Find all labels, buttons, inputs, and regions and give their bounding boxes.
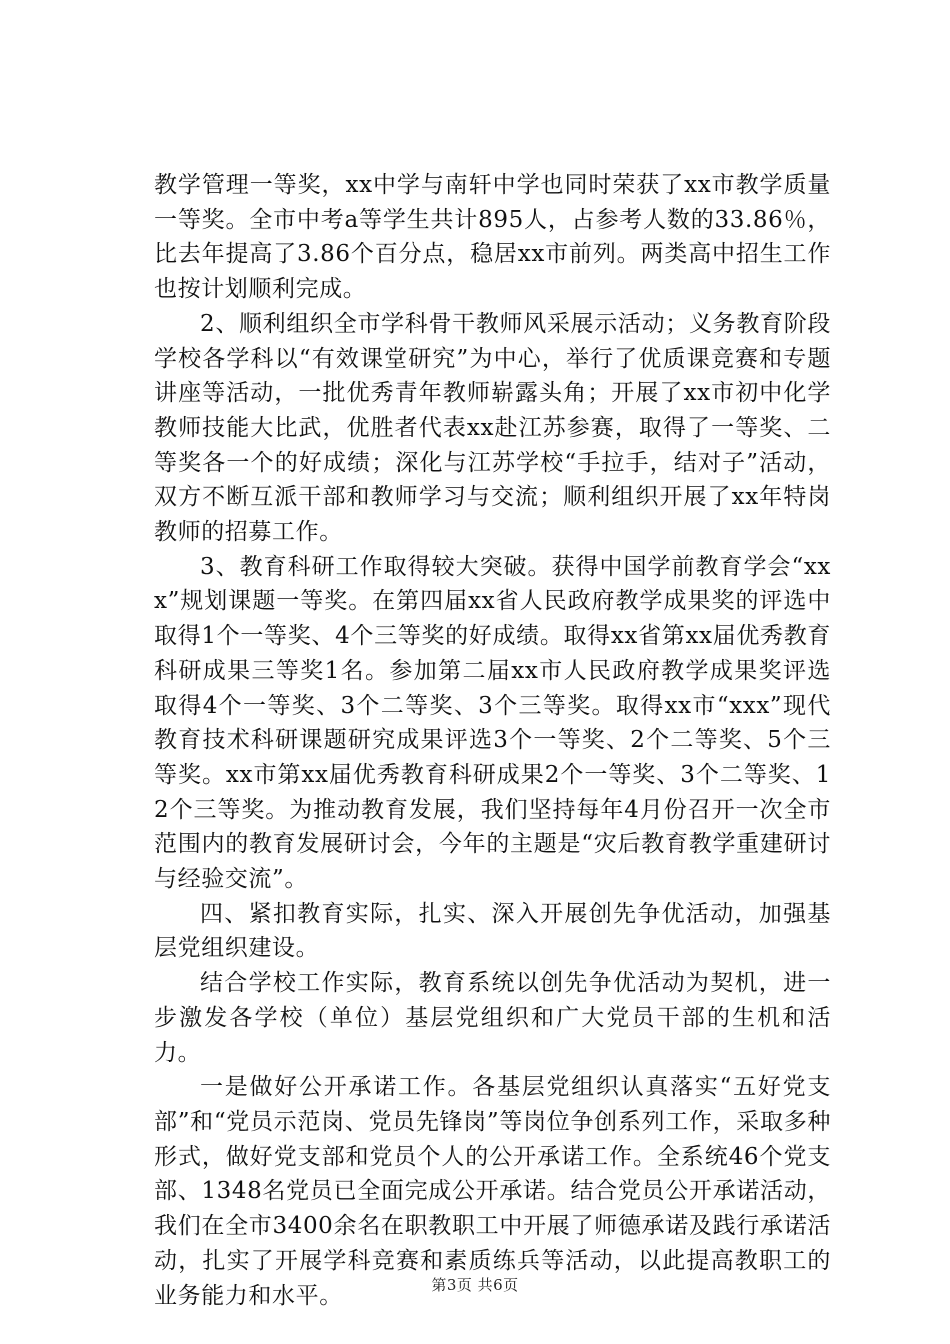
paragraph-4-heading: 四、紧扣教育实际，扎实、深入开展创先争优活动，加强基层党组织建设。 [154,900,831,962]
paragraph-5: 结合学校工作实际，教育系统以创先争优活动为契机，进一步激发各学校（单位）基层党组织和广大党员干部的生机和活力。 [154,970,831,1066]
document-body [154,168,831,1313]
paragraph-3: 3、教育科研工作取得较大突破。获得中国学前教育学会“xxx”规划课题一等奖。在第四届xx省人民政府教学成果奖的评选中取得1个一等奖、4个三等奖的好成绩。取得xx省第xx届优秀教育科研成果三等奖1名。参加第二届xx市人民政府教学成果奖评选取得4个一等奖、3个二等奖、3个三等奖。取得xx市“xxx”现代教育技术科研课题研究成果评选3个一等奖、2个二等奖、5个三等奖。xx市第xx届优秀教育科研成果2个一等奖、3个二等奖、12个三等奖。为推动教育发展，我们坚持每年4月份召开一次全市范围内的教育发展研讨会，今年的主题是“灾后教育教学重建研讨与经验交流”。 [154,553,831,893]
paragraph-6: 一是做好公开承诺工作。各基层党组织认真落实“五好党支部”和“党员示范岗、党员先锋岗”等岗位争创系列工作，采取多种形式，做好党支部和党员个人的公开承诺工作。全系统46个党支部、1348名党员已全面完成公开承诺。结合党员公开承诺活动，我们在全市3400余名在职教职工中开展了师德承诺及践行承诺活动，扎实了开展学科竞赛和素质练兵等活动，以此提高教职工的业务能力和水平。 [154,1074,831,1309]
paragraph-2: 2、顺利组织全市学科骨干教师风采展示活动；义务教育阶段学校各学科以“有效课堂研究”为中心，举行了优质课竞赛和专题讲座等活动，一批优秀青年教师崭露头角；开展了xx市初中化学教师技能大比武，优胜者代表xx赴江苏参赛，取得了一等奖、二等奖各一个的好成绩；深化与江苏学校“手拉手，结对子”活动，双方不断互派干部和教师学习与交流；顺利组织开展了xx年特岗教师的招募工作。 [154,310,831,546]
page-footer: 第3页 共6页 [431,1276,519,1294]
paragraph-1: 教学管理一等奖，xx中学与南轩中学也同时荣获了xx市教学质量一等奖。全市中考a等学生共计895人，占参考人数的33.86％，比去年提高了3.86个百分点，稳居xx市前列。两类高中招生工作也按计划顺利完成。 [154,172,831,303]
